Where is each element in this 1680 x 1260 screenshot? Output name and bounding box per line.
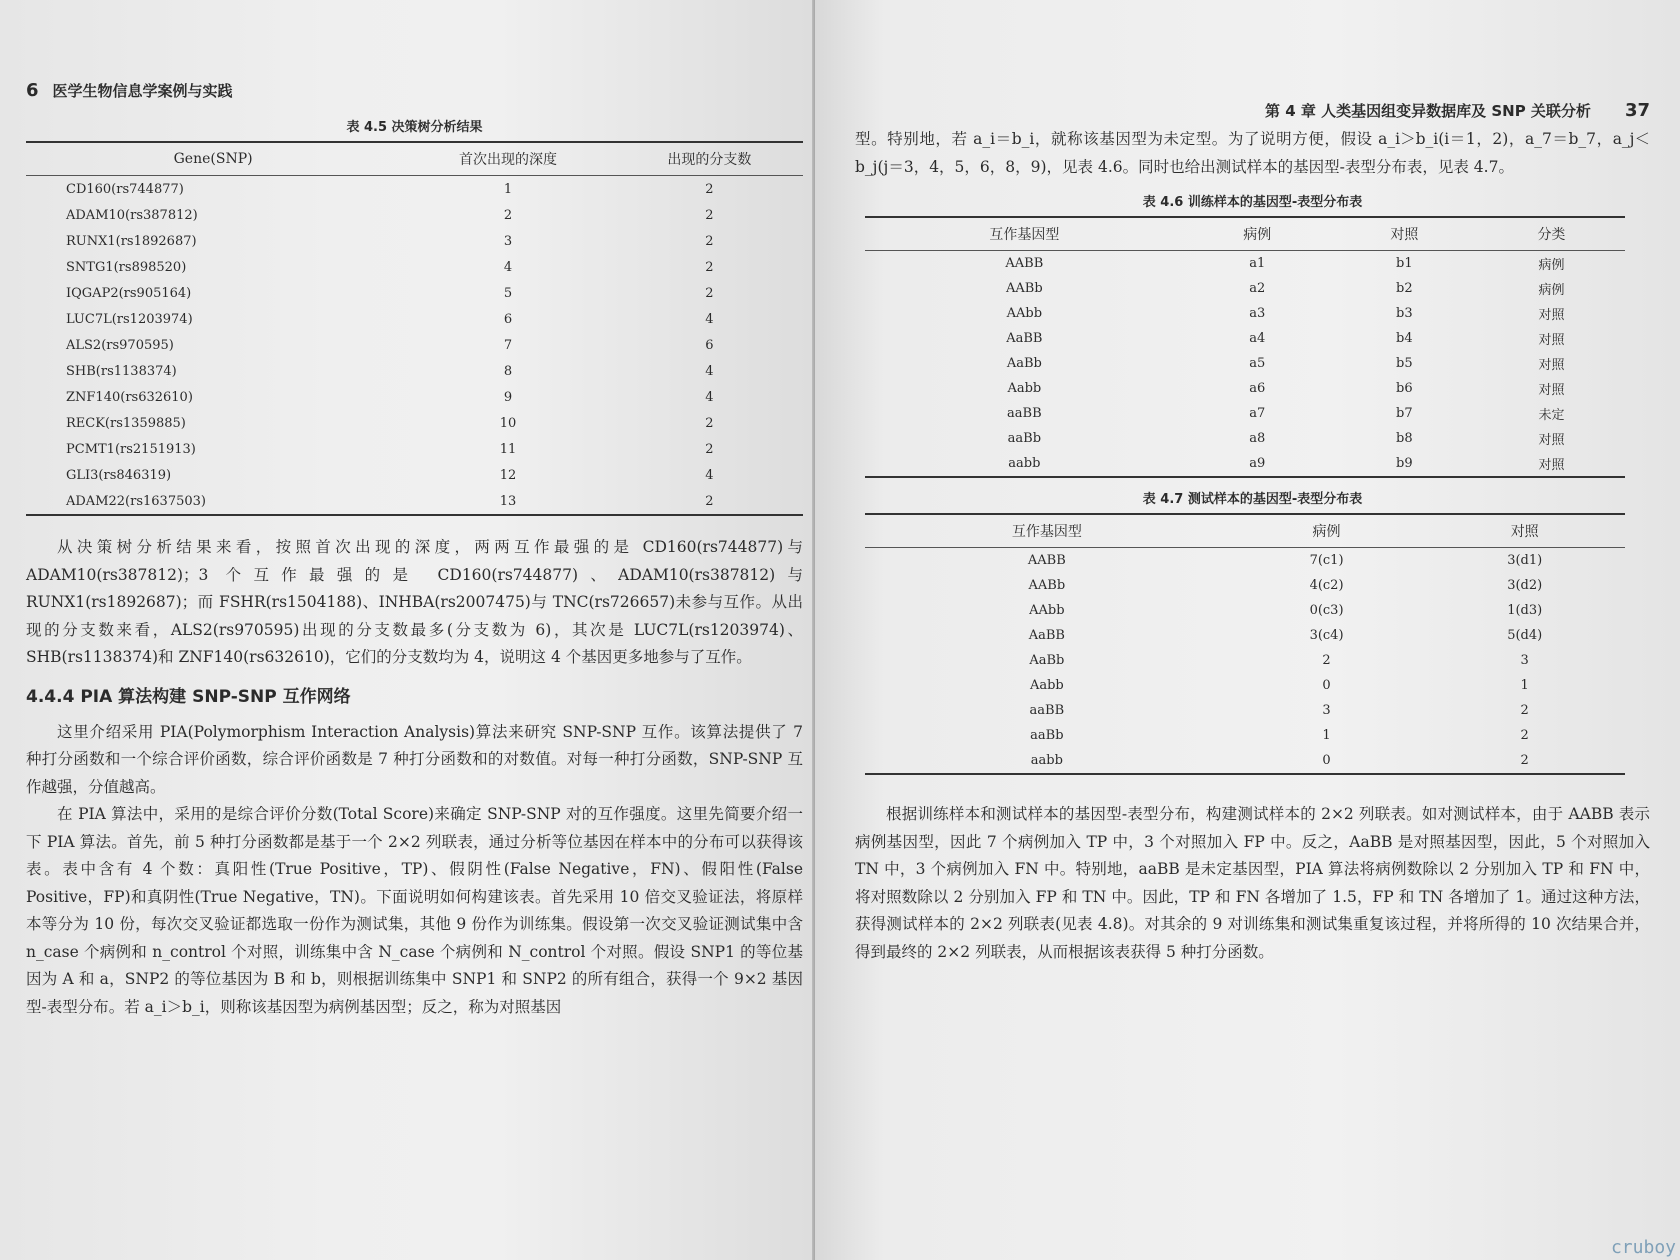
table47 <box>865 513 1625 775</box>
table46-header: 互作基因型 <box>989 227 1060 243</box>
table-row <box>865 648 1625 673</box>
left-paragraph-3: 在 PIA 算法中，采用的是综合评价分数(Total Score)来确定 SNP-SNP 对的互作强度。这里先简要介绍一下 PIA 算法。首先，前 5 种打分函数都是基于一个 2×2 列联表，通过分析等位基因在样本中的分布可以获得该表。表中含有 4 个数：真阳性(True Positive，TP)、假阴性(False Negative，FN)、假阳性(False Positive，FP)和真阴性(True Negative，TN)。下面说明如何构建该表。首先采用 10 倍交叉验证法，将原样本等分为 10 份，每次交叉验证都选取一份作为测试集，其他 9 份作为训练集。假设第一次交叉验证测试集中含 n_case 个病例和 n_control 个对照，训练集中含 N_case 个病例和 N_control 个对照。假设 SNP1 的等位基因为 A 和 a，SNP2 的等位基因为 B 和 b，则根据训练集中 SNP1 和 SNP2 的所有组合，获得一个 9×2 基因型-表型分布。若 a_i＞b_i，则称该基因型为病例基因型；反之，称为对照基因 <box>26 805 803 1016</box>
table-cell: b2 <box>1396 281 1413 296</box>
table-cell: RECK(rs1359885) <box>66 415 186 431</box>
table-cell: 对照 <box>1538 458 1565 473</box>
table-cell: 病例 <box>1538 258 1565 273</box>
table-cell: 2 <box>705 493 714 509</box>
table-cell: 3 <box>1520 653 1529 668</box>
table46 <box>865 216 1625 478</box>
table-cell: 对照 <box>1538 308 1565 323</box>
table-cell: Aabb <box>1029 678 1064 693</box>
table-cell: 1(d3) <box>1507 603 1543 618</box>
table-cell: ADAM22(rs1637503) <box>66 493 206 509</box>
table-cell: LUC7L(rs1203974) <box>66 311 193 327</box>
table-cell: AaBB <box>1028 628 1065 643</box>
table-cell: 2 <box>705 181 714 197</box>
table-cell: 2 <box>1520 703 1529 718</box>
table45 <box>26 141 803 516</box>
table47-header: 对照 <box>1510 524 1539 540</box>
table-cell: Aabb <box>1007 381 1042 396</box>
table-row <box>26 306 803 332</box>
table-cell: 0(c3) <box>1309 603 1344 618</box>
table-row <box>865 748 1625 774</box>
table46-header: 病例 <box>1243 227 1272 243</box>
table-cell: AABB <box>1005 256 1044 271</box>
table-row <box>865 451 1625 477</box>
table-cell: SHB(rs1138374) <box>66 363 177 379</box>
table-cell: ADAM10(rs387812) <box>66 207 198 223</box>
table-cell: 3 <box>503 233 513 249</box>
table-row <box>26 436 803 462</box>
left-page-number: 6 <box>26 80 39 101</box>
table-cell: 对照 <box>1538 333 1565 348</box>
table-cell: 6 <box>705 337 714 353</box>
table47-header: 互作基因型 <box>1011 524 1082 540</box>
table-row <box>26 410 803 436</box>
table-cell: a6 <box>1249 381 1266 396</box>
table-row <box>865 698 1625 723</box>
table-cell: 1 <box>503 181 513 197</box>
right-running-title: 第 4 章 人类基因组变异数据库及 SNP 关联分析 <box>1265 102 1591 120</box>
table-cell: b9 <box>1396 456 1413 471</box>
table-cell: 2 <box>705 441 714 457</box>
right-page <box>815 0 1680 1260</box>
table47-caption: 表 4.7 测试样本的基因型-表型分布表 <box>1142 492 1363 507</box>
table-cell: a9 <box>1249 456 1266 471</box>
table47-header: 病例 <box>1312 524 1341 540</box>
table-row <box>26 488 803 515</box>
table-cell: 2 <box>1322 653 1331 668</box>
table-cell: 8 <box>503 363 513 379</box>
table-cell: b4 <box>1396 331 1413 346</box>
table-cell: 2 <box>705 207 714 223</box>
table45-header: 出现的分支数 <box>667 152 752 168</box>
table-row <box>26 280 803 306</box>
table-cell: 1 <box>1322 728 1331 743</box>
table46-header: 对照 <box>1390 227 1419 243</box>
left-page <box>0 0 825 1260</box>
table-cell: AABb <box>1028 578 1066 593</box>
table-cell: 3(d1) <box>1507 553 1543 568</box>
table-row <box>26 228 803 254</box>
table-cell: aaBB <box>1029 703 1065 718</box>
table-cell: 5 <box>503 285 513 301</box>
table-cell: 2 <box>705 233 714 249</box>
table-cell: 12 <box>499 467 517 483</box>
table-cell: 10 <box>499 415 517 431</box>
table-cell: 6 <box>503 311 513 327</box>
table-cell: b6 <box>1396 381 1413 396</box>
table-cell: 2 <box>705 415 714 431</box>
left-running-head <box>26 80 803 106</box>
table-cell: 3(d2) <box>1507 578 1543 593</box>
table-cell: a5 <box>1249 356 1266 371</box>
table-cell: b1 <box>1396 256 1413 271</box>
table-cell: 2 <box>1520 753 1529 768</box>
table-row <box>865 598 1625 623</box>
table-cell: aaBB <box>1007 406 1042 421</box>
table-row <box>865 673 1625 698</box>
table-row <box>865 723 1625 748</box>
table-cell: 9 <box>503 389 513 405</box>
table-row <box>865 251 1625 277</box>
table-cell: 7(c1) <box>1309 553 1344 568</box>
table-row <box>865 326 1625 351</box>
table-cell: a3 <box>1249 306 1266 321</box>
table-cell: 2 <box>705 259 714 275</box>
table-cell: AABb <box>1006 281 1043 296</box>
table-cell: 3 <box>1322 703 1331 718</box>
table-cell: AaBB <box>1006 331 1043 346</box>
table-cell: aaBb <box>1030 728 1064 743</box>
section-heading: 4.4.4 PIA 算法构建 SNP-SNP 互作网络 <box>26 686 351 707</box>
table-cell: AaBb <box>1006 356 1042 371</box>
table45-caption: 表 4.5 决策树分析结果 <box>346 120 483 135</box>
table-cell: 对照 <box>1538 433 1565 448</box>
table-cell: aabb <box>1030 753 1063 768</box>
left-running-title: 医学生物信息学案例与实践 <box>52 82 233 100</box>
table-cell: IQGAP2(rs905164) <box>66 285 192 301</box>
table-cell: GLI3(rs846319) <box>66 467 172 483</box>
table-cell: 0 <box>1322 678 1331 693</box>
table-row <box>26 384 803 410</box>
table-cell: 0 <box>1322 753 1331 768</box>
table-cell: PCMT1(rs2151913) <box>66 441 196 457</box>
table-cell: b8 <box>1396 431 1413 446</box>
table-cell: 4 <box>503 259 513 275</box>
table-cell: CD160(rs744877) <box>66 181 184 197</box>
table-cell: 4 <box>705 389 714 405</box>
table-row <box>865 426 1625 451</box>
table-row <box>865 623 1625 648</box>
right-running-head <box>855 100 1650 126</box>
table-cell: 2 <box>1520 728 1529 743</box>
table-cell: 7 <box>503 337 513 353</box>
table-cell: 对照 <box>1538 383 1565 398</box>
table-cell: 4 <box>705 311 714 327</box>
table-cell: aabb <box>1008 456 1041 471</box>
table-row <box>865 573 1625 598</box>
table-cell: 11 <box>499 441 517 457</box>
table-cell: 3(c4) <box>1309 628 1344 643</box>
table45-header: Gene(SNP) <box>173 151 253 167</box>
table-row <box>26 332 803 358</box>
right-paragraph-1: 型。特别地，若 a_i＝b_i，就称该基因型为未定型。为了说明方便，假设 a_i＞b_i(i＝1，2)，a_7＝b_7，a_j＜b_j(j＝3，4，5，6，8，9)，见表 4.6。同时也给出测试样本的基因型-表型分布表，见表 4.7。 <box>855 130 1650 176</box>
table-cell: a1 <box>1249 256 1266 271</box>
table-cell: AAbb <box>1029 603 1065 618</box>
table-cell: a4 <box>1249 331 1266 346</box>
table-cell: aaBb <box>1007 431 1042 446</box>
table-cell: a8 <box>1249 431 1266 446</box>
table-cell: 2 <box>705 285 714 301</box>
table46-caption: 表 4.6 训练样本的基因型-表型分布表 <box>1142 195 1363 210</box>
table-cell: a2 <box>1249 281 1266 296</box>
table-cell: 2 <box>503 207 513 223</box>
table-row <box>26 462 803 488</box>
table-row <box>865 276 1625 301</box>
table-row <box>26 202 803 228</box>
left-paragraph-2: 这里介绍采用 PIA(Polymorphism Interaction Analysis)算法来研究 SNP-SNP 互作。该算法提供了 7 种打分函数和一个综合评价函数，综合评价函数是 7 种打分函数和的对数值。对每一种打分函数，SNP-SNP 互作越强，分值越高。 <box>26 722 803 796</box>
table-row <box>26 254 803 280</box>
table46-header: 分类 <box>1537 227 1566 243</box>
table-row <box>865 351 1625 376</box>
table-cell: 未定 <box>1538 408 1565 423</box>
table-cell: b7 <box>1396 406 1413 421</box>
table-cell: AABB <box>1027 553 1066 568</box>
table-cell: 4 <box>705 363 714 379</box>
table-cell: AaBb <box>1029 653 1065 668</box>
table-cell: AAbb <box>1006 306 1043 321</box>
table-cell: ALS2(rs970595) <box>66 337 174 353</box>
table-cell: 4 <box>705 467 714 483</box>
table45-header: 首次出现的深度 <box>459 152 558 168</box>
table-cell: 13 <box>499 493 517 509</box>
table-cell: 1 <box>1520 678 1529 693</box>
table-cell: b5 <box>1396 356 1413 371</box>
table-cell: 5(d4) <box>1507 628 1543 643</box>
table-row <box>865 301 1625 326</box>
right-paragraph-2: 根据训练样本和测试样本的基因型-表型分布，构建测试样本的 2×2 列联表。如对测试样本，由于 AABB 表示病例基因型，因此 7 个病例加入 TP 中，3 个对照加入 FP 中。反之，AaBB 是对照基因型，因此，5 个对照加入 TN 中，3 个病例加入 FN 中。特别地，aaBB 是未定基因型，PIA 算法将病例数除以 2 分别加入 TP 和 FN 中，将对照数除以 2 分别加入 FP 和 TN 中。因此，TP 和 FN 各增加了 1.5，FP 和 TN 各增加了 1。通过这种方法，获得测试样本的 2×2 列联表(见表 4.8)。对其余的 9 对训练集和测试集重复该过程，并将所得的 10 次结果合并，得到最终的 2×2 列联表，从而根据该表获得 5 种打分函数。 <box>855 805 1650 961</box>
table-cell: 对照 <box>1538 358 1565 373</box>
table-cell: RUNX1(rs1892687) <box>66 233 197 249</box>
table-row <box>865 401 1625 426</box>
table-cell: 病例 <box>1538 283 1565 298</box>
left-paragraph-1: 从决策树分析结果来看，按照首次出现的深度，两两互作最强的是 CD160(rs744877)与 ADAM10(rs387812)；3 个互作最强的是 CD160(rs744877)、ADAM10(rs387812)与 RUNX1(rs1892687)；而 FSHR(rs1504188)、INHBA(rs2007475)与 TNC(rs726657)未参与互作。从出现的分支数来看，ALS2(rs970595)出现的分支数最多(分支数为 6)，其次是 LUC7L(rs1203974)、SHB(rs1138374)和 ZNF140(rs632610)，它们的分支数均为 4，说明这 4 个基因更多地参与了互作。 <box>26 538 803 666</box>
table-cell: ZNF140(rs632610) <box>66 389 193 405</box>
table-row <box>26 176 803 203</box>
table-row <box>26 358 803 384</box>
table-cell: b3 <box>1396 306 1413 321</box>
right-page-number: 37 <box>1624 100 1650 121</box>
watermark: cruboy <box>1610 1237 1676 1258</box>
table-row <box>865 548 1625 574</box>
table-row <box>865 376 1625 401</box>
table-cell: SNTG1(rs898520) <box>66 259 187 275</box>
table-cell: 4(c2) <box>1309 578 1344 593</box>
table-cell: a7 <box>1249 406 1266 421</box>
